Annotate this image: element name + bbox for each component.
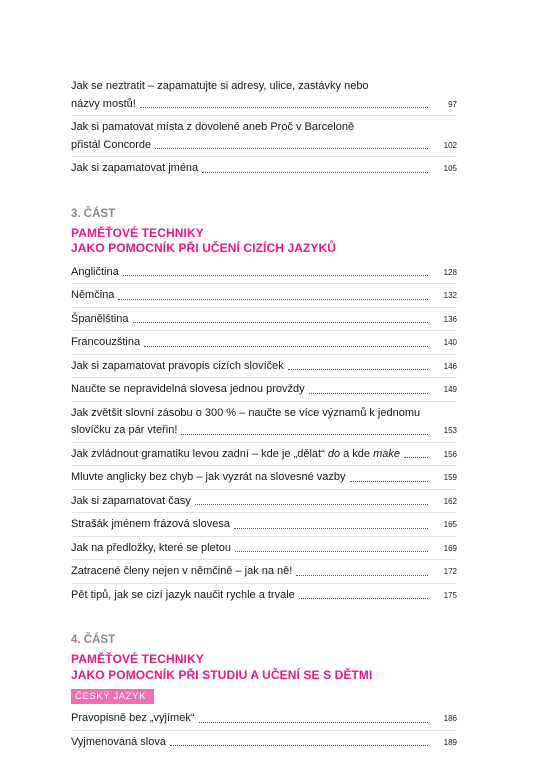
leader-dots: [309, 381, 428, 394]
toc-entry-text: slovíčku za pár vteřin!: [71, 424, 178, 436]
toc-page-number: 162: [443, 496, 457, 506]
toc-entry-text: Jak si zapamatovat jména: [71, 162, 199, 174]
table-of-contents: [71, 78, 457, 753]
toc-page-number: 189: [443, 737, 457, 747]
leader-dots: [140, 96, 428, 109]
toc-entry-text: Zatracené členy nejen v němčině – jak na ně!: [71, 565, 293, 577]
toc-page-number: 169: [443, 543, 457, 553]
toc-entry[interactable]: [71, 516, 457, 534]
leader-dots: [118, 287, 428, 300]
toc-page-number: 156: [443, 449, 457, 459]
leader-dots: [296, 563, 428, 576]
toc-entry-text: přistál Concorde: [71, 138, 152, 151]
toc-entry-text: Francouzština: [71, 336, 141, 348]
toc-entry[interactable]: [71, 381, 457, 399]
leader-dots: [195, 493, 428, 506]
toc-entry[interactable]: [71, 334, 457, 352]
toc-page-number: 159: [443, 473, 457, 482]
toc-page-number: 146: [443, 361, 457, 371]
toc-page-number: 153: [443, 426, 457, 435]
toc-entry[interactable]: [71, 160, 457, 178]
toc-page-number: 132: [443, 291, 457, 300]
leader-dots: [155, 137, 428, 150]
toc-page-number: 175: [443, 590, 457, 600]
toc-page-number: 136: [443, 314, 457, 324]
leader-dots: [235, 540, 428, 553]
toc-entry-text: Naučte se nepravidelná slovesa jednou provždy: [71, 383, 305, 395]
divider: [71, 330, 457, 331]
toc-entry[interactable]: [71, 493, 457, 511]
toc-entry-text: Jak si pamatovat místa z dovolené aneb Proč v Barceloně: [71, 121, 355, 133]
toc-entry-text: Němčina: [71, 289, 115, 301]
part-title: JAKO POMOCNÍK PŘI STUDIU A UČENÍ SE S DĚTMI: [71, 667, 373, 682]
toc-entry-text: Jak si zapamatovat časy: [71, 494, 191, 507]
divider: [71, 283, 457, 284]
divider: [71, 465, 457, 466]
leader-dots: [133, 311, 429, 324]
part-title: JAKO POMOCNÍK PŘI UČENÍ CIZÍCH JAZYKŮ: [71, 241, 337, 255]
toc-entry-text: Angličtina: [71, 265, 119, 278]
leader-dots: [288, 358, 428, 371]
toc-page-number: 172: [443, 567, 457, 576]
toc-entry[interactable]: [71, 587, 457, 605]
toc-page-number: 140: [443, 338, 457, 347]
toc-page-number: 102: [443, 140, 457, 150]
toc-entry[interactable]: [71, 734, 457, 752]
leader-dots: [404, 446, 428, 459]
part-label: 4. ČÁST: [71, 634, 116, 646]
part-title: PAMĚŤOVÉ TECHNIKY: [71, 225, 204, 240]
leader-dots: [350, 469, 428, 482]
toc-page-number: 149: [443, 385, 457, 394]
divider: [71, 730, 457, 731]
toc-page-number: 128: [443, 267, 457, 277]
toc-entry[interactable]: [71, 78, 457, 113]
divider: [71, 583, 457, 584]
toc-entry[interactable]: [71, 710, 457, 728]
divider: [71, 442, 457, 443]
divider: [71, 401, 457, 402]
toc-entry-text: Vyjmenovaná slova: [71, 735, 166, 748]
leader-dots: [144, 334, 428, 347]
toc-entry-text: názvy mostů!: [71, 97, 136, 110]
divider: [71, 115, 457, 116]
toc-entry[interactable]: [71, 563, 457, 581]
toc-entry-text: Strašák jménem frázová slovesa: [71, 518, 230, 530]
toc-entry-text: Jak zvládnout gramatiku levou zadní – kde je „dělat“ do a kde make: [71, 447, 400, 460]
leader-dots: [123, 264, 428, 277]
toc-entry-text: Jak na předložky, které se pletou: [71, 541, 231, 554]
toc-entry[interactable]: [71, 405, 457, 440]
toc-entry[interactable]: [71, 446, 457, 464]
divider: [71, 377, 457, 378]
leader-dots: [170, 734, 428, 747]
leader-dots: [299, 587, 428, 600]
toc-page-number: 186: [443, 714, 457, 723]
leader-dots: [199, 710, 429, 723]
part-label: 3. ČÁST: [71, 207, 116, 220]
leader-dots: [234, 516, 428, 529]
leader-dots: [181, 422, 428, 435]
divider: [71, 489, 457, 490]
divider: [71, 156, 457, 157]
toc-entry[interactable]: [71, 119, 457, 154]
divider: [71, 559, 457, 560]
toc-entry[interactable]: [71, 469, 457, 487]
divider: [71, 307, 457, 308]
toc-entry-text: Jak se neztratit – zapamatujte si adresy, ulice, zastávky nebo: [71, 80, 369, 92]
toc-page-number: 165: [443, 520, 457, 529]
section-badge: ČESKÝ JAZYK: [71, 689, 154, 704]
toc-entry-text: Pět tipů, jak se cizí jazyk naučit rychle a trvale: [71, 588, 295, 601]
toc-entry[interactable]: [71, 264, 457, 282]
leader-dots: [202, 160, 428, 173]
toc-entry-text: Jak si zapamatovat pravopis cizích slovíček: [71, 359, 284, 372]
divider: [71, 354, 457, 355]
part-title: PAMĚŤOVÉ TECHNIKY: [71, 652, 204, 666]
divider: [71, 536, 457, 537]
toc-entry-text: Mluvte anglicky bez chyb – jak vyzrát na slovesné vazby: [71, 471, 346, 483]
toc-page-number: 97: [448, 99, 457, 109]
toc-entry-text: Španělština: [71, 312, 129, 325]
toc-entry-text: Jak zvětšit slovní zásobu o 300 % – naučte se více významů k jednomu: [71, 406, 421, 419]
divider: [71, 512, 457, 513]
toc-entry[interactable]: [71, 358, 457, 376]
toc-page-number: 105: [443, 164, 457, 173]
toc-entry[interactable]: [71, 311, 457, 329]
toc-entry[interactable]: [71, 540, 457, 558]
toc-entry[interactable]: [71, 287, 457, 305]
toc-entry-text: Pravopisně bez „vyjímek“: [71, 712, 195, 724]
